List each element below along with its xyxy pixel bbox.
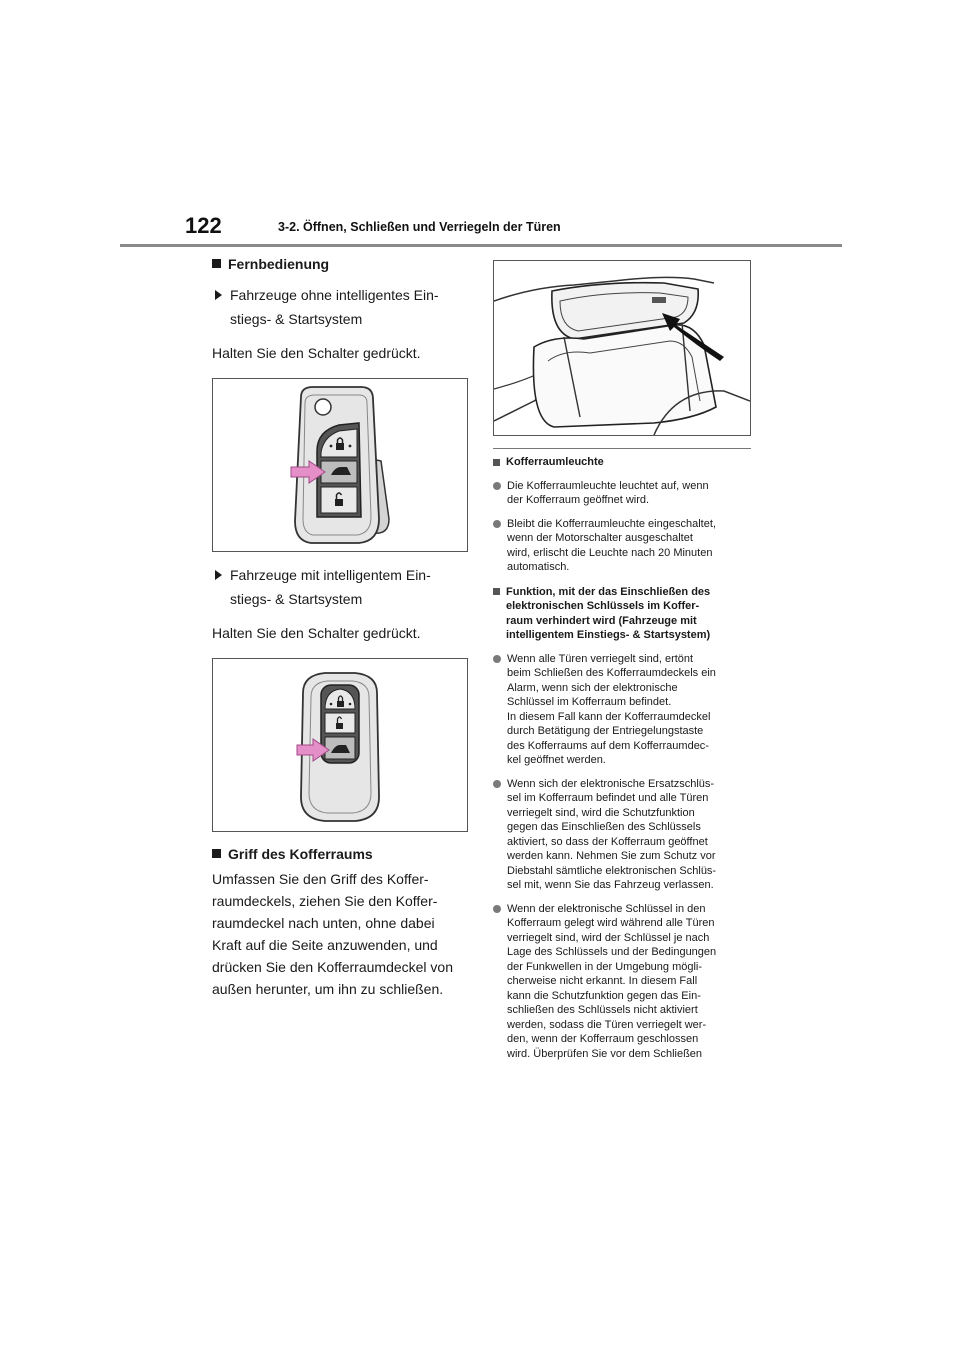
round-bullet-icon [493, 655, 501, 663]
square-bullet-icon [493, 459, 500, 466]
trunk-handle-paragraph: Umfassen Sie den Griff des Koffer- raumdeckels, ziehen Sie den Koffer- raumdeckel nach unten, ohne dabei Kraft auf die Seite anzuwenden, und drücken Sie den Kofferraumdeckel von außen herunter, um ihn zu schließen. [212, 871, 453, 997]
round-bullet-icon [493, 905, 501, 913]
square-bullet-icon [212, 259, 221, 268]
heading-fernbedienung: Fernbedienung [212, 256, 474, 272]
bullet-spare-key: Wenn sich der elektronische Ersatzschlüs- sel im Kofferraum befindet und alle Türen verriegelt sind, wird die Schutzfunktion gegen das Einschließen des Schlüssels aktiviert, so dass der Kofferraum geöffnet werden kann. Nehmen Sie zum Schutz vor Diebstahl sämtliche elektronischen Schlüs- sel mit, wenn Sie das Fahrzeug verlassen. [493, 777, 751, 893]
chapter-title: 3-2. Öffnen, Schließen und Verriegeln der Türen [278, 220, 561, 234]
heading-griff-kofferraum: Griff des Kofferraums [212, 846, 474, 862]
flip-key-illustration [213, 379, 467, 551]
square-bullet-icon [493, 588, 500, 595]
bullet-key-not-detected: Wenn der elektronische Schlüssel in den Kofferraum gelegt wird während alle Türen verriegelt sind, wird der Schlüssel je nach Lage des Schlüssels und der Bedingungen der Funkwellen in der Umgebung mögli- cherweise nicht erkannt. In diesem Fall kann die Schutzfunktion gegen das Ein- schließen des Schlüssels nicht aktiviert werden, sodass die Türen verriegelt wer- den, wenn der Kofferraum geschlossen wird. Überprüfen Sie vor dem Schließen [493, 902, 751, 1062]
round-bullet-icon [493, 520, 501, 528]
subheading-without-smart: Fahrzeuge ohne intelligentes Ein- stiegs- & Startsystem [212, 284, 474, 330]
bullet-light-timeout: Bleibt die Kofferraumleuchte eingeschaltet, wenn der Motorschalter ausgeschaltet wird, erlischt die Leuchte nach 20 Minuten automatisch. [493, 517, 751, 575]
instruction-text-2: Halten Sie den Schalter gedrückt. [212, 625, 421, 641]
heading-kofferraumleuchte: Kofferraumleuchte [493, 455, 751, 470]
trunk-figure [493, 260, 751, 436]
key-fob-figure-1 [212, 378, 468, 552]
triangle-bullet-icon [215, 290, 222, 300]
round-bullet-icon [493, 780, 501, 788]
trunk-lid-illustration [494, 261, 750, 435]
subheading-with-smart: Fahrzeuge mit intelligentem Ein- stiegs- & Startsystem [212, 564, 474, 610]
heading-key-lockin-protection: Funktion, mit der das Einschließen des elektronischen Schlüssels im Koffer- raum verhindert wird (Fahrzeuge mit intelligentem Einstiegs- & Startsystem) [493, 585, 751, 643]
bullet-light-on: Die Kofferraumleuchte leuchtet auf, wenn der Kofferraum geöffnet wird. [493, 479, 751, 508]
smart-key-illustration [213, 659, 467, 831]
header-rule [120, 244, 842, 247]
triangle-bullet-icon [215, 570, 222, 580]
square-bullet-icon [212, 849, 221, 858]
bullet-alarm: Wenn alle Türen verriegelt sind, ertönt beim Schließen des Kofferraumdeckels ein Alarm, wenn sich der elektronische Schlüssel im Kofferraum befindet. In diesem Fall kann der Kofferraumdeckel durch Betätigung der Entriegelungstaste des Kofferraums auf dem Kofferraumdec- kel geöffnet werden. [493, 652, 751, 768]
page-number: 122 [185, 213, 222, 238]
instruction-text-1: Halten Sie den Schalter gedrückt. [212, 345, 421, 361]
key-fob-figure-2 [212, 658, 468, 832]
round-bullet-icon [493, 482, 501, 490]
left-column [212, 256, 474, 1000]
right-column [493, 260, 751, 1061]
